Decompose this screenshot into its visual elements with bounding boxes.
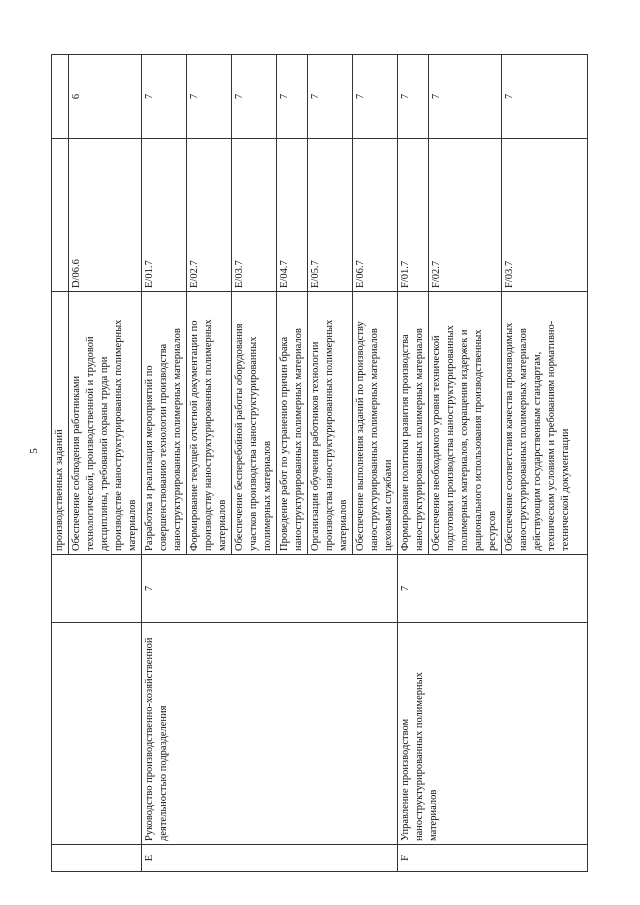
generalized-function-code: F xyxy=(398,845,588,872)
labor-function-name: производственных заданий xyxy=(52,292,69,555)
labor-function-code: E/02.7 xyxy=(187,139,232,292)
labor-function-level xyxy=(52,55,69,139)
generalized-function-code xyxy=(52,845,142,872)
labor-function-code: E/03.7 xyxy=(232,139,277,292)
labor-function-name: Обеспечение соблюдения работниками технологической, производственной и трудовой дисциплины, требований охраны труда при производстве наноструктурированных полимерных материалов xyxy=(69,292,142,555)
labor-function-name: Проведение работ по устранению причин брака наноструктурированных полимерных материалов xyxy=(277,292,308,555)
rotated-table-container xyxy=(51,55,581,872)
labor-function-level: 6 xyxy=(69,55,142,139)
labor-function-level: 7 xyxy=(429,55,502,139)
table-row xyxy=(398,55,429,872)
labor-function-code: E/04.7 xyxy=(277,139,308,292)
labor-function-name: Обеспечение необходимого уровня технической подготовки производства наноструктурированных полимерных материалов, сокращения издержек и рационального использования производственных ресурсов xyxy=(429,292,502,555)
table-row xyxy=(52,55,69,872)
labor-function-code: F/01.7 xyxy=(398,139,429,292)
labor-function-code: E/06.7 xyxy=(353,139,398,292)
labor-function-level: 7 xyxy=(308,55,353,139)
labor-function-level: 7 xyxy=(502,55,588,139)
generalized-function-name: Управление производством наноструктурированных полимерных материалов xyxy=(398,623,588,845)
labor-function-code: D/06.6 xyxy=(69,139,142,292)
qualification-level: 7 xyxy=(142,555,398,623)
labor-function-level: 7 xyxy=(142,55,187,139)
labor-function-level: 7 xyxy=(398,55,429,139)
labor-function-code: E/01.7 xyxy=(142,139,187,292)
qualification-level: 7 xyxy=(398,555,588,623)
labor-function-level: 7 xyxy=(232,55,277,139)
labor-function-name: Разработка и реализация мероприятий по совершенствованию технологии производства наноструктурированных полимерных материалов xyxy=(142,292,187,555)
labor-function-level: 7 xyxy=(353,55,398,139)
labor-function-code: F/02.7 xyxy=(429,139,502,292)
labor-function-code xyxy=(52,139,69,292)
labor-function-name: Формирование политики развития производства наноструктурированных полимерных материалов xyxy=(398,292,429,555)
labor-function-name: Формирование текущей отчетной документации по производству наноструктурированных полимерных материалов xyxy=(187,292,232,555)
generalized-function-name xyxy=(52,623,142,845)
page-number: 5 xyxy=(27,448,40,454)
generalized-function-name: Руководство производственно-хозяйственной деятельностью подразделения xyxy=(142,623,398,845)
labor-function-name: Обеспечение выполнения заданий по производству наноструктурированных полимерных материалов цеховыми службами xyxy=(353,292,398,555)
qualification-level xyxy=(52,555,142,623)
table-body xyxy=(52,55,588,872)
table-row xyxy=(142,55,187,872)
generalized-function-code: E xyxy=(142,845,398,872)
labor-function-level: 7 xyxy=(277,55,308,139)
labor-function-name: Обеспечение бесперебойной работы оборудования участков производства наноструктурированных полимерных материалов xyxy=(232,292,277,555)
labor-function-name: Обеспечение соответствия качества производимых наноструктурированных полимерных материалов действующим государственным стандартам, техническим условиям и требованиям нормативно-технической документации xyxy=(502,292,588,555)
labor-function-name: Организация обучения работников технологии производства наноструктурированных полимерных материалов xyxy=(308,292,353,555)
labor-functions-table xyxy=(51,54,588,872)
labor-function-code: E/05.7 xyxy=(308,139,353,292)
labor-function-code: F/03.7 xyxy=(502,139,588,292)
labor-function-level: 7 xyxy=(187,55,232,139)
